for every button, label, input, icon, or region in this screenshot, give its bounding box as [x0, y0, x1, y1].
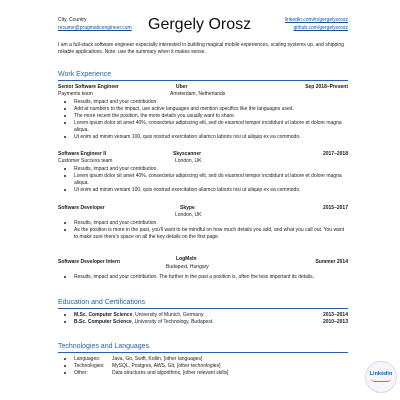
tech-value: MySQL, Postgres, AWS, Git, [other technologies]	[112, 363, 221, 369]
tech-label: Technologies:	[74, 363, 105, 369]
section-divider	[58, 352, 348, 353]
section-divider	[58, 308, 348, 309]
job-title: Software Developer	[58, 205, 105, 211]
job-bullet: Results, impact and your contribution.	[74, 166, 158, 172]
job-bullet: As the position is more in the past, you'll want to be mindful on how much details you add, and what you call out. You want to make sure there's space on all the key details on the first page.	[74, 226, 345, 240]
job-location: London, UK	[175, 212, 202, 218]
education-degree: M.Sc. Computer Science	[74, 312, 133, 318]
job-title: Software Developer Intern	[58, 259, 120, 265]
candidate-name: Gergely Orosz	[148, 16, 252, 33]
job-bullet: Ut enim ad minim veniam 100, quis nostrud exercitation ullamco laboris nisi ut aliquip ex ea commodo.	[74, 134, 301, 140]
bullet-icon	[64, 229, 66, 231]
job-dates: Sep 2018–Present	[305, 84, 348, 90]
job-bullet: Results, impact and your contribution. The further in the past a position is, often the less important its details.	[74, 274, 315, 280]
bullet-icon	[64, 276, 66, 278]
job-company: LogMeIn	[176, 256, 197, 262]
section-title-education: Education and Certifications	[58, 299, 146, 306]
job-dates: 2015–2017	[322, 205, 348, 211]
job-company: Skype	[180, 205, 195, 211]
linkedin-link[interactable]: linkedin.com/in/gergelyorosz	[284, 17, 348, 23]
summary-text: I am a full-stack software engineer especially interested in building magical mobile experiences, scaling systems up, and shipping reliable applications. Note: use the summary when it makes sense.	[58, 42, 344, 55]
education-item	[74, 313, 205, 318]
job-bullet: Results, impact and your contribution.	[74, 99, 158, 105]
job-location: Amsterdam, Netherlands	[170, 91, 226, 97]
job-bullet: The more recent the position, the more details you usually want to share.	[74, 113, 236, 119]
job-location: Budapest, Hungary	[166, 264, 209, 270]
bullet-icon	[64, 358, 66, 360]
badge-label: Linkedin	[369, 370, 393, 377]
job-bullet: Lorem ipsum dolor sit amet 40%, consectetur adipiscing elit, sed do eiusmod tempor incididunt ut labore et dolore magna aliqua.	[74, 119, 342, 133]
job-bullet: Add at numbers to the impact, use active languages and mention specifics like the languages used.	[74, 106, 294, 112]
job-title: Software Engineer II	[58, 151, 107, 157]
bullet-icon	[64, 168, 66, 170]
section-divider	[58, 80, 348, 81]
tech-label: Other:	[74, 370, 88, 376]
bullet-icon	[64, 321, 66, 323]
job-dates: 2017–2018	[322, 151, 348, 157]
job-company: Skyscanner	[173, 151, 202, 157]
education-item	[74, 320, 214, 325]
tech-value: Java, Go, Swift, Kotlin, [other languages]	[112, 356, 203, 362]
bullet-icon	[64, 136, 66, 138]
tech-label: Languages:	[74, 356, 101, 362]
education-dates: 2013–2014	[322, 312, 348, 318]
job-bullet: Results, impact and your contribution.	[74, 220, 158, 226]
job-location: London, UK	[175, 158, 202, 164]
bullet-icon	[64, 372, 66, 374]
job-team: Payments team	[58, 91, 93, 97]
bullet-icon	[64, 108, 66, 110]
header-location: City, Country	[58, 17, 87, 23]
job-bullet: Ut enim ad minim veniam 100, quis nostrud exercitation ullamco laboris nisi ut aliquip ex ea commodo.	[74, 187, 301, 193]
education-school: , University of Technology, Budapest.	[131, 319, 214, 325]
bullet-icon	[64, 101, 66, 103]
job-company: Uber	[176, 84, 188, 90]
job-dates: Summer 2014	[315, 259, 348, 265]
bullet-icon	[64, 189, 66, 191]
education-school: , University of Munich, Germany.	[132, 312, 205, 318]
section-title-experience: Work Experience	[58, 71, 112, 78]
job-bullet: Lorem ipsum dolor sit amet 40%, consectetur adipiscing elit, sed do eiusmod tempor incididunt ut labore et dolore magna aliqua.	[74, 172, 342, 186]
section-title-technologies: Technologies and Languages	[58, 343, 150, 350]
badge-swoosh-icon	[371, 378, 391, 382]
bullet-icon	[64, 175, 66, 177]
bullet-icon	[64, 365, 66, 367]
education-degree: B.Sc. Computer Science	[74, 319, 132, 325]
job-title: Senior Software Engineer	[58, 84, 119, 90]
education-dates: 2010–2013	[322, 319, 348, 325]
tech-value: Data structures and algorithms, [other relevant skills]	[112, 370, 229, 376]
job-team: Customer Success team	[58, 158, 113, 164]
linkedin-badge-icon[interactable]	[365, 361, 397, 393]
bullet-icon	[64, 115, 66, 117]
header-email-link[interactable]: resume@pragmaticengineer.com	[58, 25, 132, 31]
bullet-icon	[64, 314, 66, 316]
bullet-icon	[64, 122, 66, 124]
github-link[interactable]: github.com/gergelyorosz	[293, 25, 348, 31]
bullet-icon	[64, 222, 66, 224]
